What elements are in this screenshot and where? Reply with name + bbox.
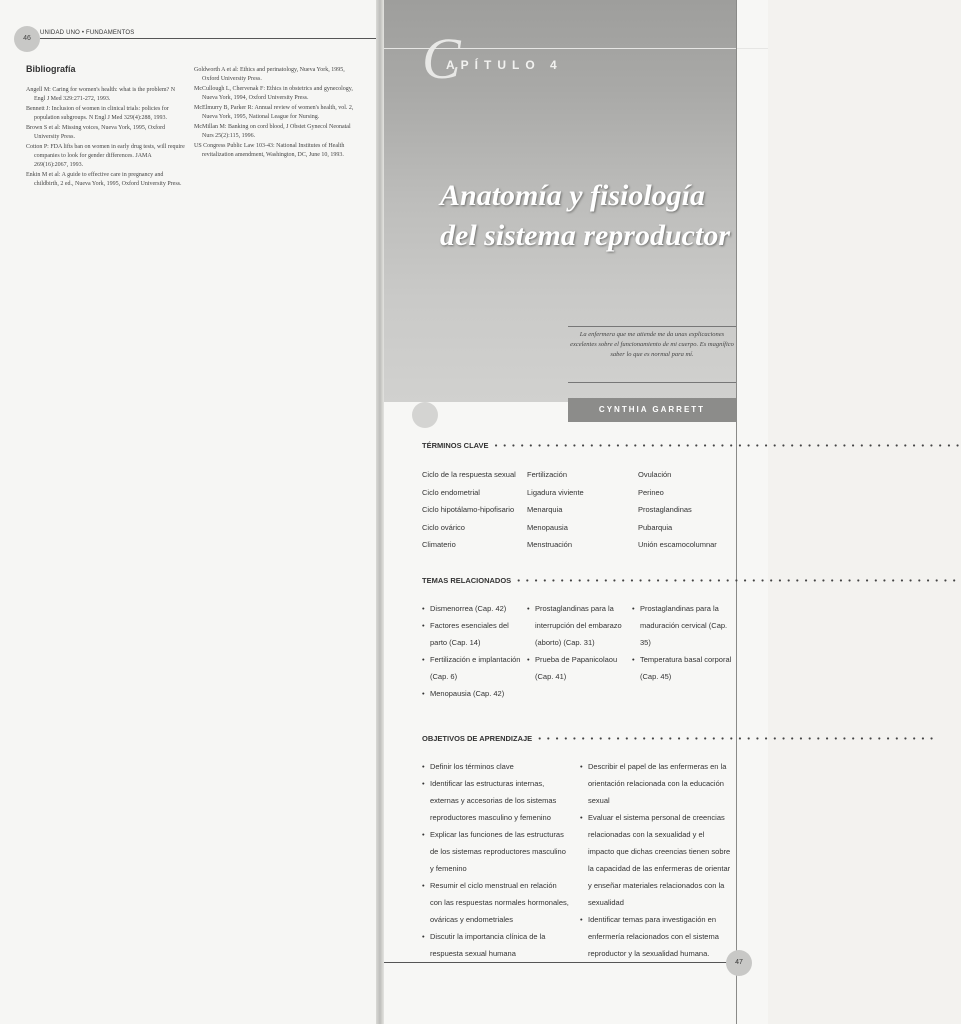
learning-objectives-heading	[422, 734, 935, 743]
key-terms-column-1	[422, 466, 516, 554]
key-term: Ciclo de la respuesta sexual	[422, 470, 516, 479]
learning-objective: • Definir los términos clave	[422, 758, 570, 775]
related-topics-column-1	[422, 600, 522, 702]
key-terms-title: TÉRMINOS CLAVE	[422, 441, 489, 450]
related-topic: • Prostaglandinas para la maduración cervical (Cap. 35)	[632, 600, 734, 651]
key-terms-heading	[422, 441, 961, 450]
quote-rule-top	[568, 326, 736, 327]
dotted-leader: • • • • • • • • • • • • • • • • • • • • • • • • • • • • • • • • • • • • • • • • • • • • • •	[534, 734, 935, 743]
key-term: Menstruación	[527, 540, 573, 549]
learning-objective: • Explicar las funciones de las estructuras de los sistemas reproductores masculino y femenino	[422, 826, 570, 877]
key-term: Climaterio	[422, 540, 456, 549]
dotted-leader: • • • • • • • • • • • • • • • • • • • • • • • • • • • • • • • • • • • • • • • • • • • • • • • • • • •	[513, 576, 958, 585]
reference-item: Enkin M et al: A guide to effective care in pregnancy and childbirth, 2 ed., Nueva York, 1995, Oxford University Press.	[26, 172, 182, 187]
key-term: Ciclo hipotálamo-hipofisario	[422, 505, 515, 514]
reference-item: Cotton P: FDA lifts ban on women in early drug tests, will require companies to look for gender differences. JAMA 269(16):2067, 1993.	[26, 144, 185, 168]
book-gutter	[376, 0, 384, 1024]
key-term: Menopausia	[527, 522, 568, 532]
related-topics-column-3	[632, 600, 734, 685]
chapter-title-line-2: del sistema reproductor	[440, 219, 730, 252]
learning-objectives-title: OBJETIVOS DE APRENDIZAJE	[422, 734, 533, 743]
reference-item: McCullough L, Chervenak F: Ethics in obstetrics and gynecology, Nueva York, 1994, Oxford University Press.	[194, 86, 353, 101]
learning-objective: • Discutir la importancia clínica de la respuesta sexual humana	[422, 928, 570, 962]
page-number-right: 47	[726, 950, 752, 976]
quote-rule-bottom	[568, 382, 736, 383]
decorative-circle	[412, 402, 438, 428]
key-term: Prostaglandinas	[638, 505, 692, 514]
learning-objective: • Identificar temas para investigación en enfermería relacionados con el sistema reproductor y la sexualidad humana.	[580, 911, 732, 962]
learning-objective: • Evaluar el sistema personal de creencias relacionadas con la sexualidad y el impacto que dichas creencias tienen sobre la capacidad de las enfermeras de orientar y enseñar materiales relacionados con la sexualidad	[580, 809, 732, 911]
footer-rule	[384, 962, 736, 963]
related-topic: • Temperatura basal corporal (Cap. 45)	[632, 651, 734, 685]
key-term: Menarquia	[527, 505, 563, 514]
dotted-leader: • • • • • • • • • • • • • • • • • • • • • • • • • • • • • • • • • • • • • • • • • • • • • • • • • • • • • •	[490, 441, 961, 450]
chapter-title	[440, 176, 730, 256]
related-topic: • Prostaglandinas para la interrupción del embarazo (aborto) (Cap. 31)	[527, 600, 627, 651]
bibliography-title: Bibliografía	[26, 64, 76, 74]
related-topics-column-2	[527, 600, 627, 685]
related-topic: • Prueba de Papanicolaou (Cap. 41)	[527, 651, 627, 685]
reference-item: Bennett J: Inclusion of women in clinical trials: policies for population subgroups. N Engl J Med 329(4):288, 1993.	[26, 106, 169, 121]
page-margin-line	[736, 0, 737, 1024]
learning-objective: • Describir el papel de las enfermeras en la orientación relacionada con la educación sexual	[580, 758, 732, 809]
reference-item: US Congress Public Law 103-43: National Institutes of Health revitalization amendment, Washington, DC, June 10, 1993.	[194, 143, 345, 158]
key-term: Unión escamocolumnar	[638, 540, 717, 549]
related-topics-title: TEMAS RELACIONADOS	[422, 576, 512, 585]
related-topic: • Factores esenciales del parto (Cap. 14)	[422, 617, 522, 651]
key-term: Ciclo ovárico	[422, 522, 465, 532]
quote-author: CYNTHIA GARRETT	[568, 398, 736, 422]
chapter-initial: C	[422, 26, 461, 91]
reference-item: Angell M: Caring for women's health: what is the problem? N Engl J Med 329:271-272, 1993.	[26, 87, 176, 102]
related-topics-heading	[422, 576, 958, 585]
key-terms-column-3	[638, 466, 717, 554]
key-term: Ciclo endometrial	[422, 487, 480, 497]
related-topic: • Menopausia (Cap. 42)	[422, 685, 522, 702]
key-term: Perineo	[638, 487, 664, 497]
key-term: Fertilización	[527, 470, 568, 479]
left-page	[0, 0, 380, 1024]
chapter-title-line-1: Anatomía y fisiología	[440, 179, 706, 212]
key-term: Ligadura viviente	[527, 487, 584, 497]
running-head: UNIDAD UNO • FUNDAMENTOS	[40, 30, 135, 36]
reference-item: Goldworth A et al: Ethics and perinatology, Nueva York, 1995, Oxford University Press.	[194, 67, 345, 82]
related-topic: • Dismenorrea (Cap. 42)	[422, 600, 522, 617]
reference-item: Brown S et al: Missing voices, Nueva York, 1995, Oxford University Press.	[26, 125, 166, 140]
chapter-quote: La enfermera que me atiende me da unas explicaciones excelentes sobre el funcionamiento de mi cuerpo. Es magnífico saber lo que es normal para mí.	[570, 331, 734, 358]
key-term: Pubarquia	[638, 522, 673, 532]
learning-objective: • Identificar las estructuras internas, externas y accesorias de los sistemas reproductores masculino y femenino	[422, 775, 570, 826]
reference-item: McElmurry B, Parker R: Annual review of women's health, vol. 2, Nueva York, 1995, National League for Nursing.	[194, 105, 354, 120]
reference-item: McMillan M: Banking on cord blood, J Obstet Gynecol Neonatal Nurs 25(2):115, 1996.	[194, 124, 351, 139]
related-topic: • Fertilización e implantación (Cap. 6)	[422, 651, 522, 685]
right-page	[384, 0, 961, 1024]
chapter-label: APÍTULO 4	[446, 58, 563, 72]
learning-objectives-column-1	[422, 758, 570, 962]
learning-objectives-column-2	[580, 758, 732, 962]
learning-objective: • Resumir el ciclo menstrual en relación con las respuestas normales hormonales, ováricas y endometriales	[422, 877, 570, 928]
running-head-rule	[40, 38, 376, 39]
key-terms-column-2	[527, 466, 584, 554]
key-term: Ovulación	[638, 470, 672, 479]
references-column-2	[194, 66, 354, 161]
references-column-1	[26, 86, 186, 190]
page-number-left: 46	[14, 26, 40, 52]
